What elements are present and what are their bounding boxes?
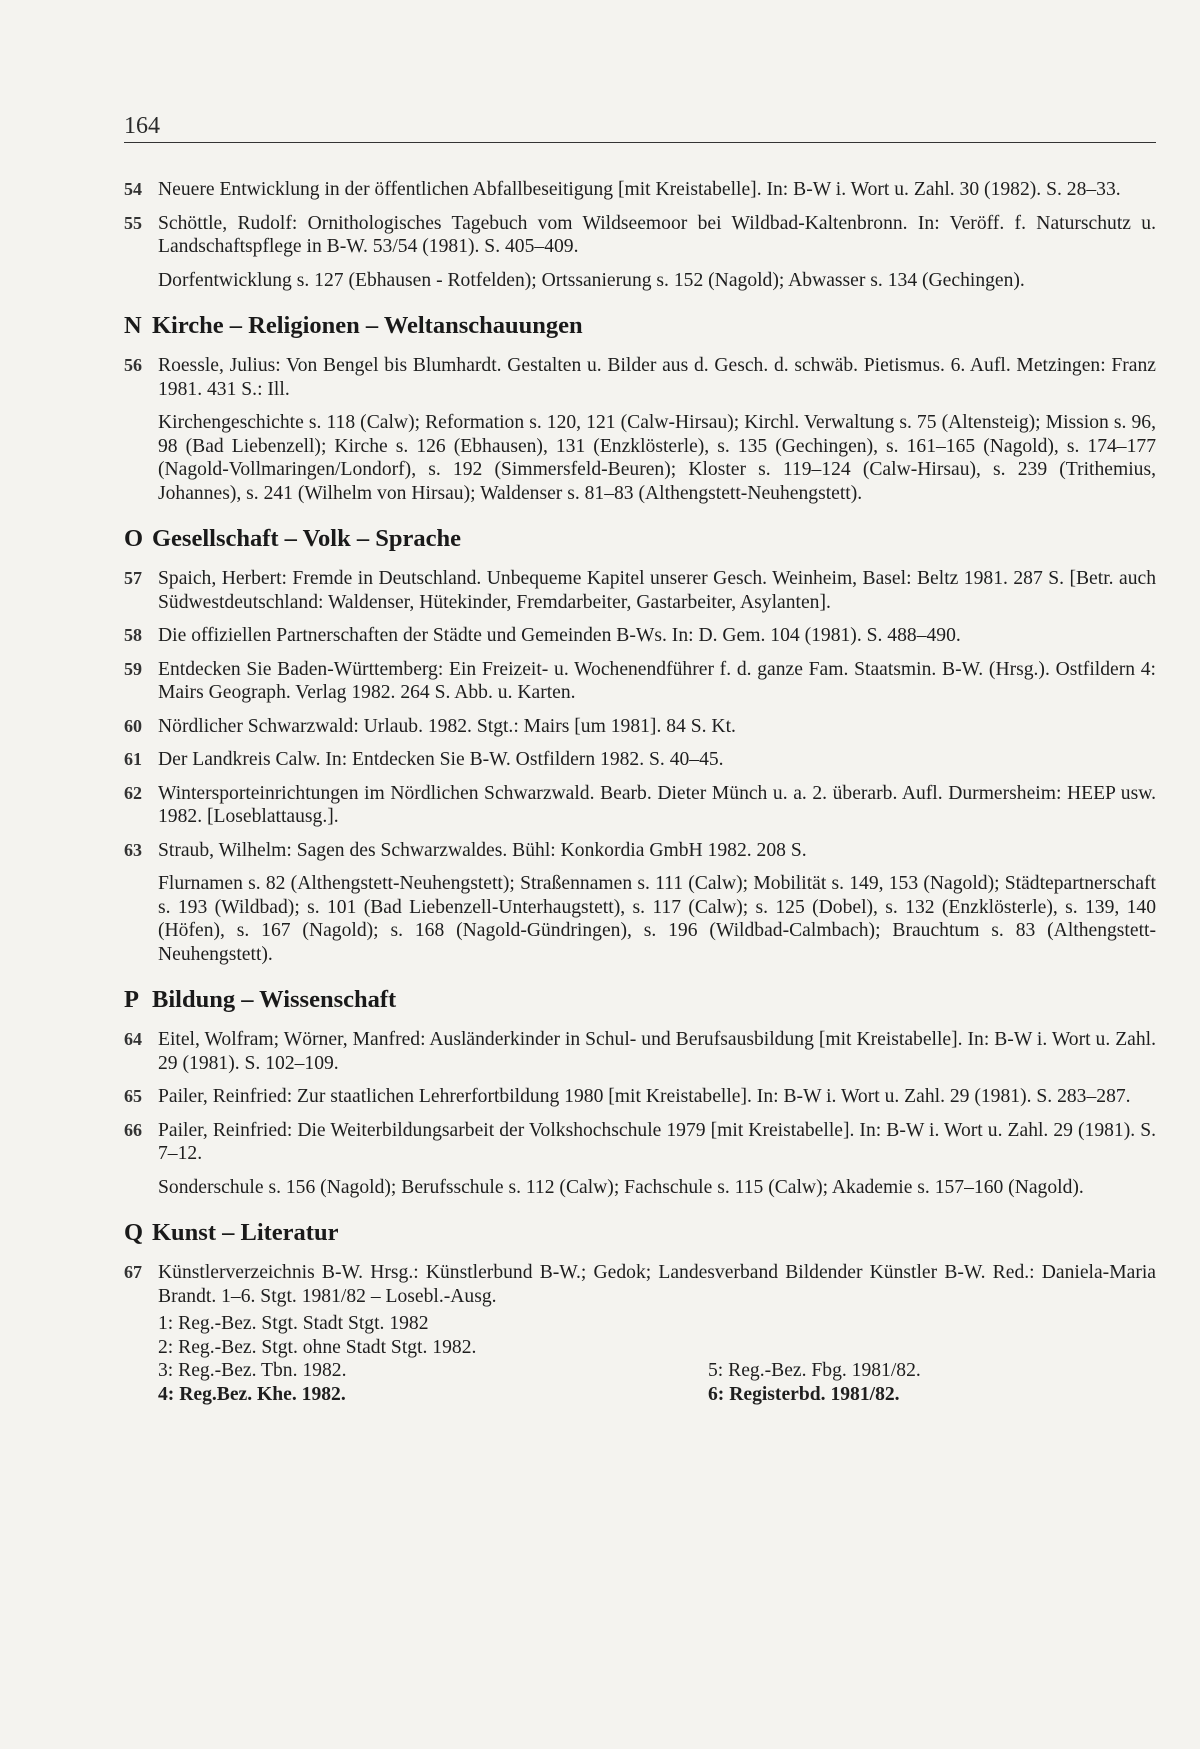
volume-row	[158, 1336, 1156, 1360]
entry-number: 62	[124, 782, 142, 803]
entry-number: 55	[124, 212, 142, 233]
section-letter: O	[124, 525, 144, 552]
section-heading	[124, 986, 1156, 1014]
bibliography-entry	[124, 1085, 1156, 1109]
entry-text: Nördlicher Schwarzwald: Urlaub. 1982. Stgt.: Mairs [um 1981]. 84 S. Kt.	[158, 715, 736, 737]
volume-item: 4: Reg.Bez. Khe. 1982.	[158, 1383, 346, 1405]
entry-text: Schöttle, Rudolf: Ornithologisches Tagebuch vom Wildseemoor bei Wildbad-Kaltenbronn. In: Veröff. f. Naturschutz u. Landschaftspflege in B-W. 53/54 (1981). S. 405–409.	[158, 212, 1156, 257]
bibliography-content	[124, 178, 1156, 1418]
section-letter: Q	[124, 1219, 144, 1246]
section-title: Gesellschaft – Volk – Sprache	[152, 525, 461, 552]
entry-text: Wintersporteinrichtungen im Nördlichen Schwarzwald. Bearb. Dieter Münch u. a. 2. überarb. Aufl. Durmersheim: HEEP usw. 1982. [Loseblattausg.].	[158, 782, 1156, 827]
bibliography-entry	[124, 782, 1156, 829]
entry-text: Die offiziellen Partnerschaften der Städte und Gemeinden B-Ws. In: D. Gem. 104 (1981). S. 488–490.	[158, 625, 961, 646]
volume-item: 6: Registerbd. 1981/82.	[708, 1383, 900, 1405]
entry-number: 54	[124, 179, 142, 199]
entry-number: 66	[124, 1119, 142, 1140]
entry-text: Spaich, Herbert: Fremde in Deutschland. Unbequeme Kapitel unserer Gesch. Weinheim, Basel: Beltz 1981. 287 S. [Betr. auch Südwestdeutschland: Waldenser, Hütekinder, Fremdarbeiter, Gastarbeiter, Asylanten].	[158, 568, 1156, 613]
volume-item: 1: Reg.-Bez. Stgt. Stadt Stgt. 1982	[158, 1313, 429, 1334]
cross-reference-note: Kirchengeschichte s. 118 (Calw); Reformation s. 120, 121 (Calw-Hirsau); Kirchl. Verwaltung s. 75 (Altensteig); Mission s. 96, 98 (Bad Liebenzell); Kirche s. 126 (Ebhausen), 131 (Enzklösterle), s. 135 (Gechingen), s. 161–165 (Nagold), s. 174–177 (Nagold-Vollmaringen/Londorf), s. 192 (Simmersfeld-Beuren); Kloster s. 119–124 (Calw-Hirsau), s. 239 (Trithemius, Johannes), s. 241 (Wilhelm von Hirsau); Waldenser s. 81–83 (Althengstett-Neuhengstett).	[158, 412, 1156, 504]
entry-text: Eitel, Wolfram; Wörner, Manfred: Ausländerkinder in Schul- und Berufsausbildung [mit Kreistabelle]. In: B-W i. Wort u. Zahl. 29 (1981). S. 102–109.	[158, 1029, 1156, 1074]
bibliography-entry	[124, 567, 1156, 614]
bibliography-entry	[124, 178, 1156, 202]
cross-reference-note: Flurnamen s. 82 (Althengstett-Neuhengstett); Straßennamen s. 111 (Calw); Mobilität s. 149, 153 (Nagold); Städtepartnerschaft s. 193 (Wildbad); s. 101 (Bad Liebenzell-Unterhaugstett), s. 117 (Calw); s. 125 (Dobel), s. 132 (Enzklösterle), s. 139, 140 (Höfen), s. 167 (Nagold); s. 168 (Nagold-Gündringen), s. 196 (Wildbad-Calmbach); Brauchtum s. 83 (Althengstett-Neuhengstett).	[158, 873, 1156, 965]
entry-number: 61	[124, 749, 142, 769]
cross-reference-note: Sonderschule s. 156 (Nagold); Berufsschule s. 112 (Calw); Fachschule s. 115 (Calw); Akademie s. 157–160 (Nagold).	[158, 1176, 1084, 1198]
entry-text: Pailer, Reinfried: Die Weiterbildungsarbeit der Volkshochschule 1979 [mit Kreistabelle]. In: B-W i. Wort u. Zahl. 29 (1981). S. 7–12.	[158, 1119, 1156, 1164]
bibliography-entry	[124, 1028, 1156, 1075]
entry-text: Neuere Entwicklung in der öffentlichen Abfallbeseitigung [mit Kreistabelle]. In: B-W i. Wort u. Zahl. 30 (1982). S. 28–33.	[158, 179, 1121, 200]
entry-text: Entdecken Sie Baden-Württemberg: Ein Freizeit- u. Wochenendführer f. d. ganze Fam. Staatsmin. B-W. (Hrsg.). Ostfildern 4: Mairs Geograph. Verlag 1982. 264 S. Abb. u. Karten.	[158, 658, 1156, 703]
volume-item: 2: Reg.-Bez. Stgt. ohne Stadt Stgt. 1982.	[158, 1336, 477, 1358]
entry-number: 67	[124, 1262, 142, 1282]
volume-row	[158, 1312, 1156, 1336]
section-title: Kirche – Religionen – Weltanschauungen	[152, 312, 583, 339]
section-heading	[124, 525, 1156, 553]
bibliography-entry	[124, 658, 1156, 705]
bibliography-entry	[124, 839, 1156, 863]
entry-number: 64	[124, 1029, 142, 1049]
section-letter: P	[124, 986, 139, 1013]
bibliography-entry	[124, 748, 1156, 772]
volume-list	[124, 1312, 1156, 1406]
volume-row	[158, 1359, 1156, 1383]
entry-number: 58	[124, 625, 142, 645]
bibliography-entry	[124, 1119, 1156, 1166]
entry-text: Der Landkreis Calw. In: Entdecken Sie B-W. Ostfildern 1982. S. 40–45.	[158, 749, 724, 770]
volume-item	[708, 1312, 1156, 1336]
entry-text: Künstlerverzeichnis B-W. Hrsg.: Künstlerbund B-W.; Gedok; Landesverband Bildender Künstler B-W. Red.: Daniela-Maria Brandt. 1–6. Stgt. 1981/82 – Losebl.-Ausg.	[158, 1262, 1156, 1307]
bibliography-entry	[124, 715, 1156, 739]
section-heading	[124, 312, 1156, 340]
entry-number: 57	[124, 568, 142, 588]
entry-number: 56	[124, 355, 142, 375]
bibliography-entry	[124, 212, 1156, 259]
entry-number: 63	[124, 839, 142, 860]
section-title: Bildung – Wissenschaft	[152, 986, 397, 1013]
section-heading	[124, 1219, 1156, 1247]
section-letter: N	[124, 312, 142, 339]
bibliography-entry	[124, 354, 1156, 401]
entry-number: 59	[124, 658, 142, 679]
cross-reference-note: Dorfentwicklung s. 127 (Ebhausen - Rotfelden); Ortssanierung s. 152 (Nagold); Abwasser s. 134 (Gechingen).	[158, 269, 1025, 291]
entry-number: 60	[124, 715, 142, 736]
page-number: 164	[124, 113, 160, 139]
section-title: Kunst – Literatur	[152, 1219, 339, 1246]
entry-number: 65	[124, 1086, 142, 1106]
bibliography-entry	[124, 1261, 1156, 1308]
volume-item: 5: Reg.-Bez. Fbg. 1981/82.	[708, 1360, 921, 1381]
bibliography-entry	[124, 624, 1156, 648]
entry-text: Straub, Wilhelm: Sagen des Schwarzwaldes. Bühl: Konkordia GmbH 1982. 208 S.	[158, 839, 807, 861]
entry-text: Pailer, Reinfried: Zur staatlichen Lehrerfortbildung 1980 [mit Kreistabelle]. In: B-W i. Wort u. Zahl. 29 (1981). S. 283–287.	[158, 1086, 1131, 1107]
volume-item	[708, 1336, 1156, 1360]
volume-row	[158, 1383, 1156, 1407]
entry-text: Roessle, Julius: Von Bengel bis Blumhardt. Gestalten u. Bilder aus d. Gesch. d. schwäb. Pietismus. 6. Aufl. Metzingen: Franz 1981. 431 S.: Ill.	[158, 355, 1156, 400]
volume-item: 3: Reg.-Bez. Tbn. 1982.	[158, 1360, 347, 1381]
header-rule	[124, 142, 1156, 143]
